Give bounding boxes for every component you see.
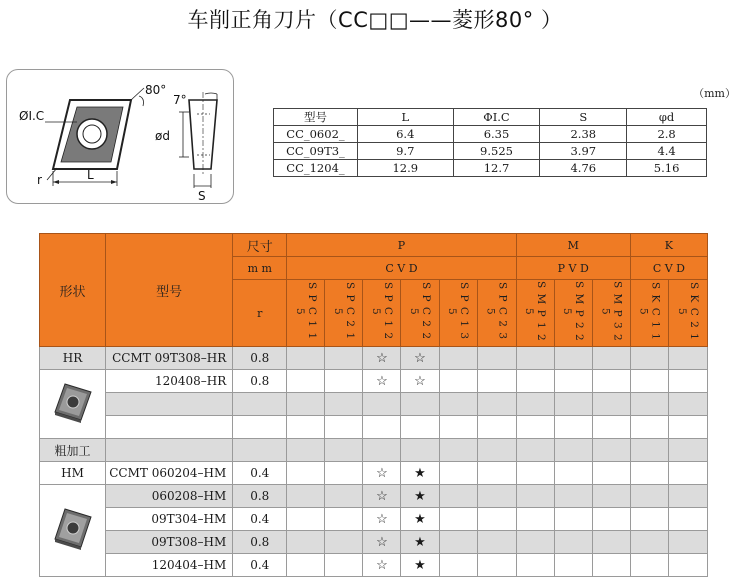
grade-mark: ★ bbox=[401, 531, 439, 554]
radius-cell: 0.8 bbox=[233, 347, 287, 370]
page-title: 车削正角刀片（CC□□——菱形80° ） bbox=[187, 8, 563, 32]
grade-name: S P C 1 2 5 bbox=[369, 282, 394, 341]
table-row bbox=[40, 370, 708, 393]
grade-mark: ★ bbox=[401, 508, 439, 531]
table-cell: CC_09T3_ bbox=[274, 143, 358, 160]
radius-cell: 0.8 bbox=[233, 531, 287, 554]
mm-header: m m bbox=[233, 257, 287, 280]
table-cell: 5.16 bbox=[627, 160, 707, 177]
coating-p-header: C V D bbox=[287, 257, 516, 280]
grade-mark: ☆ bbox=[363, 554, 401, 577]
insert-image-hm bbox=[40, 485, 106, 577]
unit-label: （mm） bbox=[693, 87, 736, 100]
group-m-header: M bbox=[516, 234, 630, 257]
grade-name-cell bbox=[516, 280, 554, 347]
grade-header-row bbox=[40, 234, 708, 257]
radius-cell: 0.4 bbox=[233, 508, 287, 531]
header-cell: L bbox=[357, 109, 453, 126]
grade-mark: ☆ bbox=[363, 462, 401, 485]
grade-mark: ☆ bbox=[363, 370, 401, 393]
rough-machining-label: 粗加工 bbox=[40, 439, 106, 462]
table-row bbox=[40, 439, 708, 462]
grade-mark: ☆ bbox=[401, 347, 439, 370]
header-cell: S bbox=[540, 109, 627, 126]
shape-header: 形状 bbox=[40, 234, 106, 347]
grade-mark: ☆ bbox=[363, 347, 401, 370]
grade-mark: ★ bbox=[401, 462, 439, 485]
model-cell: CCMT 060204–HM bbox=[106, 462, 233, 485]
table-row bbox=[40, 485, 708, 508]
size-header: 尺寸 bbox=[233, 234, 287, 257]
dimension-table bbox=[273, 108, 707, 177]
radius-label: r bbox=[37, 173, 42, 187]
grade-name: S K C 1 1 5 bbox=[637, 282, 662, 341]
grade-name-cell bbox=[401, 280, 439, 347]
insert-diagram bbox=[6, 69, 234, 204]
grade-name-cell bbox=[363, 280, 401, 347]
model-cell: 09T308–HM bbox=[106, 531, 233, 554]
insert-hm-icon bbox=[45, 499, 101, 559]
grade-mark: ☆ bbox=[363, 508, 401, 531]
length-label: L bbox=[87, 168, 94, 182]
coating-m-header: P V D bbox=[516, 257, 630, 280]
coating-k-header: C V D bbox=[630, 257, 707, 280]
header-cell: ΦI.C bbox=[453, 109, 540, 126]
grade-mark: ★ bbox=[401, 554, 439, 577]
table-cell: 4.4 bbox=[627, 143, 707, 160]
angle-label: 80° bbox=[145, 83, 167, 97]
model-cell: 060208–HM bbox=[106, 485, 233, 508]
table-cell: 3.97 bbox=[540, 143, 627, 160]
table-cell: 4.76 bbox=[540, 160, 627, 177]
insert-image-hr bbox=[40, 370, 106, 439]
grade-name-cell bbox=[592, 280, 630, 347]
grade-name-cell bbox=[630, 280, 668, 347]
grade-name: S P C 1 1 5 bbox=[293, 282, 318, 341]
table-cell: 6.35 bbox=[453, 126, 540, 143]
model-cell: 09T304–HM bbox=[106, 508, 233, 531]
grade-mark: ☆ bbox=[401, 370, 439, 393]
grade-name: S P C 2 1 5 bbox=[331, 282, 356, 341]
clearance-label: 7° bbox=[173, 93, 187, 107]
model-cell: 120408–HR bbox=[106, 370, 233, 393]
table-row bbox=[40, 347, 708, 370]
model-cell: CCMT 09T308–HR bbox=[106, 347, 233, 370]
table-row bbox=[40, 531, 708, 554]
group-p-header: P bbox=[287, 234, 516, 257]
table-cell: 9.7 bbox=[357, 143, 453, 160]
grade-name-cell bbox=[477, 280, 516, 347]
grade-name: S P C 2 2 5 bbox=[407, 282, 432, 341]
grade-name-cell bbox=[325, 280, 363, 347]
thickness-label: S bbox=[198, 189, 206, 203]
table-row bbox=[274, 143, 707, 160]
table-row bbox=[40, 416, 708, 439]
grade-mark: ☆ bbox=[363, 531, 401, 554]
grade-name-cell bbox=[668, 280, 707, 347]
grade-name: S P C 2 3 5 bbox=[484, 282, 509, 341]
hole-diameter-label: ød bbox=[155, 129, 170, 143]
table-cell: CC_1204_ bbox=[274, 160, 358, 177]
grade-name: S M P 1 2 5 bbox=[523, 281, 548, 342]
grade-name: S M P 2 2 5 bbox=[561, 281, 586, 342]
model-header: 型号 bbox=[106, 234, 233, 347]
grade-name: S P C 1 3 5 bbox=[446, 282, 471, 341]
group-k-header: K bbox=[630, 234, 707, 257]
table-cell: 2.38 bbox=[540, 126, 627, 143]
grade-mark: ☆ bbox=[363, 485, 401, 508]
header-cell: 型号 bbox=[274, 109, 358, 126]
shape-label-hm: HM bbox=[40, 462, 106, 485]
shape-label-hr: HR bbox=[40, 347, 106, 370]
model-cell: 120404–HM bbox=[106, 554, 233, 577]
table-row bbox=[274, 126, 707, 143]
grade-name-cell bbox=[287, 280, 325, 347]
radius-cell: 0.8 bbox=[233, 370, 287, 393]
table-cell: 9.525 bbox=[453, 143, 540, 160]
radius-cell: 0.8 bbox=[233, 485, 287, 508]
radius-cell: 0.4 bbox=[233, 462, 287, 485]
grade-name-cell bbox=[554, 280, 592, 347]
header-cell: φd bbox=[627, 109, 707, 126]
grade-name-cell bbox=[439, 280, 477, 347]
grade-name: S K C 2 1 5 bbox=[675, 282, 700, 341]
dimension-header-row bbox=[274, 109, 707, 126]
grade-name: S M P 3 2 5 bbox=[599, 281, 624, 342]
table-cell: 6.4 bbox=[357, 126, 453, 143]
table-cell: CC_0602_ bbox=[274, 126, 358, 143]
ic-label: ØI.C bbox=[19, 109, 45, 123]
table-cell: 2.8 bbox=[627, 126, 707, 143]
table-row bbox=[274, 160, 707, 177]
radius-cell: 0.4 bbox=[233, 554, 287, 577]
table-row bbox=[40, 554, 708, 577]
table-row bbox=[40, 393, 708, 416]
table-row bbox=[40, 508, 708, 531]
table-cell: 12.7 bbox=[453, 160, 540, 177]
grade-table bbox=[39, 233, 708, 577]
radius-header: r bbox=[233, 280, 287, 347]
insert-hr-icon bbox=[45, 378, 101, 428]
table-cell: 12.9 bbox=[357, 160, 453, 177]
grade-mark: ★ bbox=[401, 485, 439, 508]
table-row bbox=[40, 462, 708, 485]
